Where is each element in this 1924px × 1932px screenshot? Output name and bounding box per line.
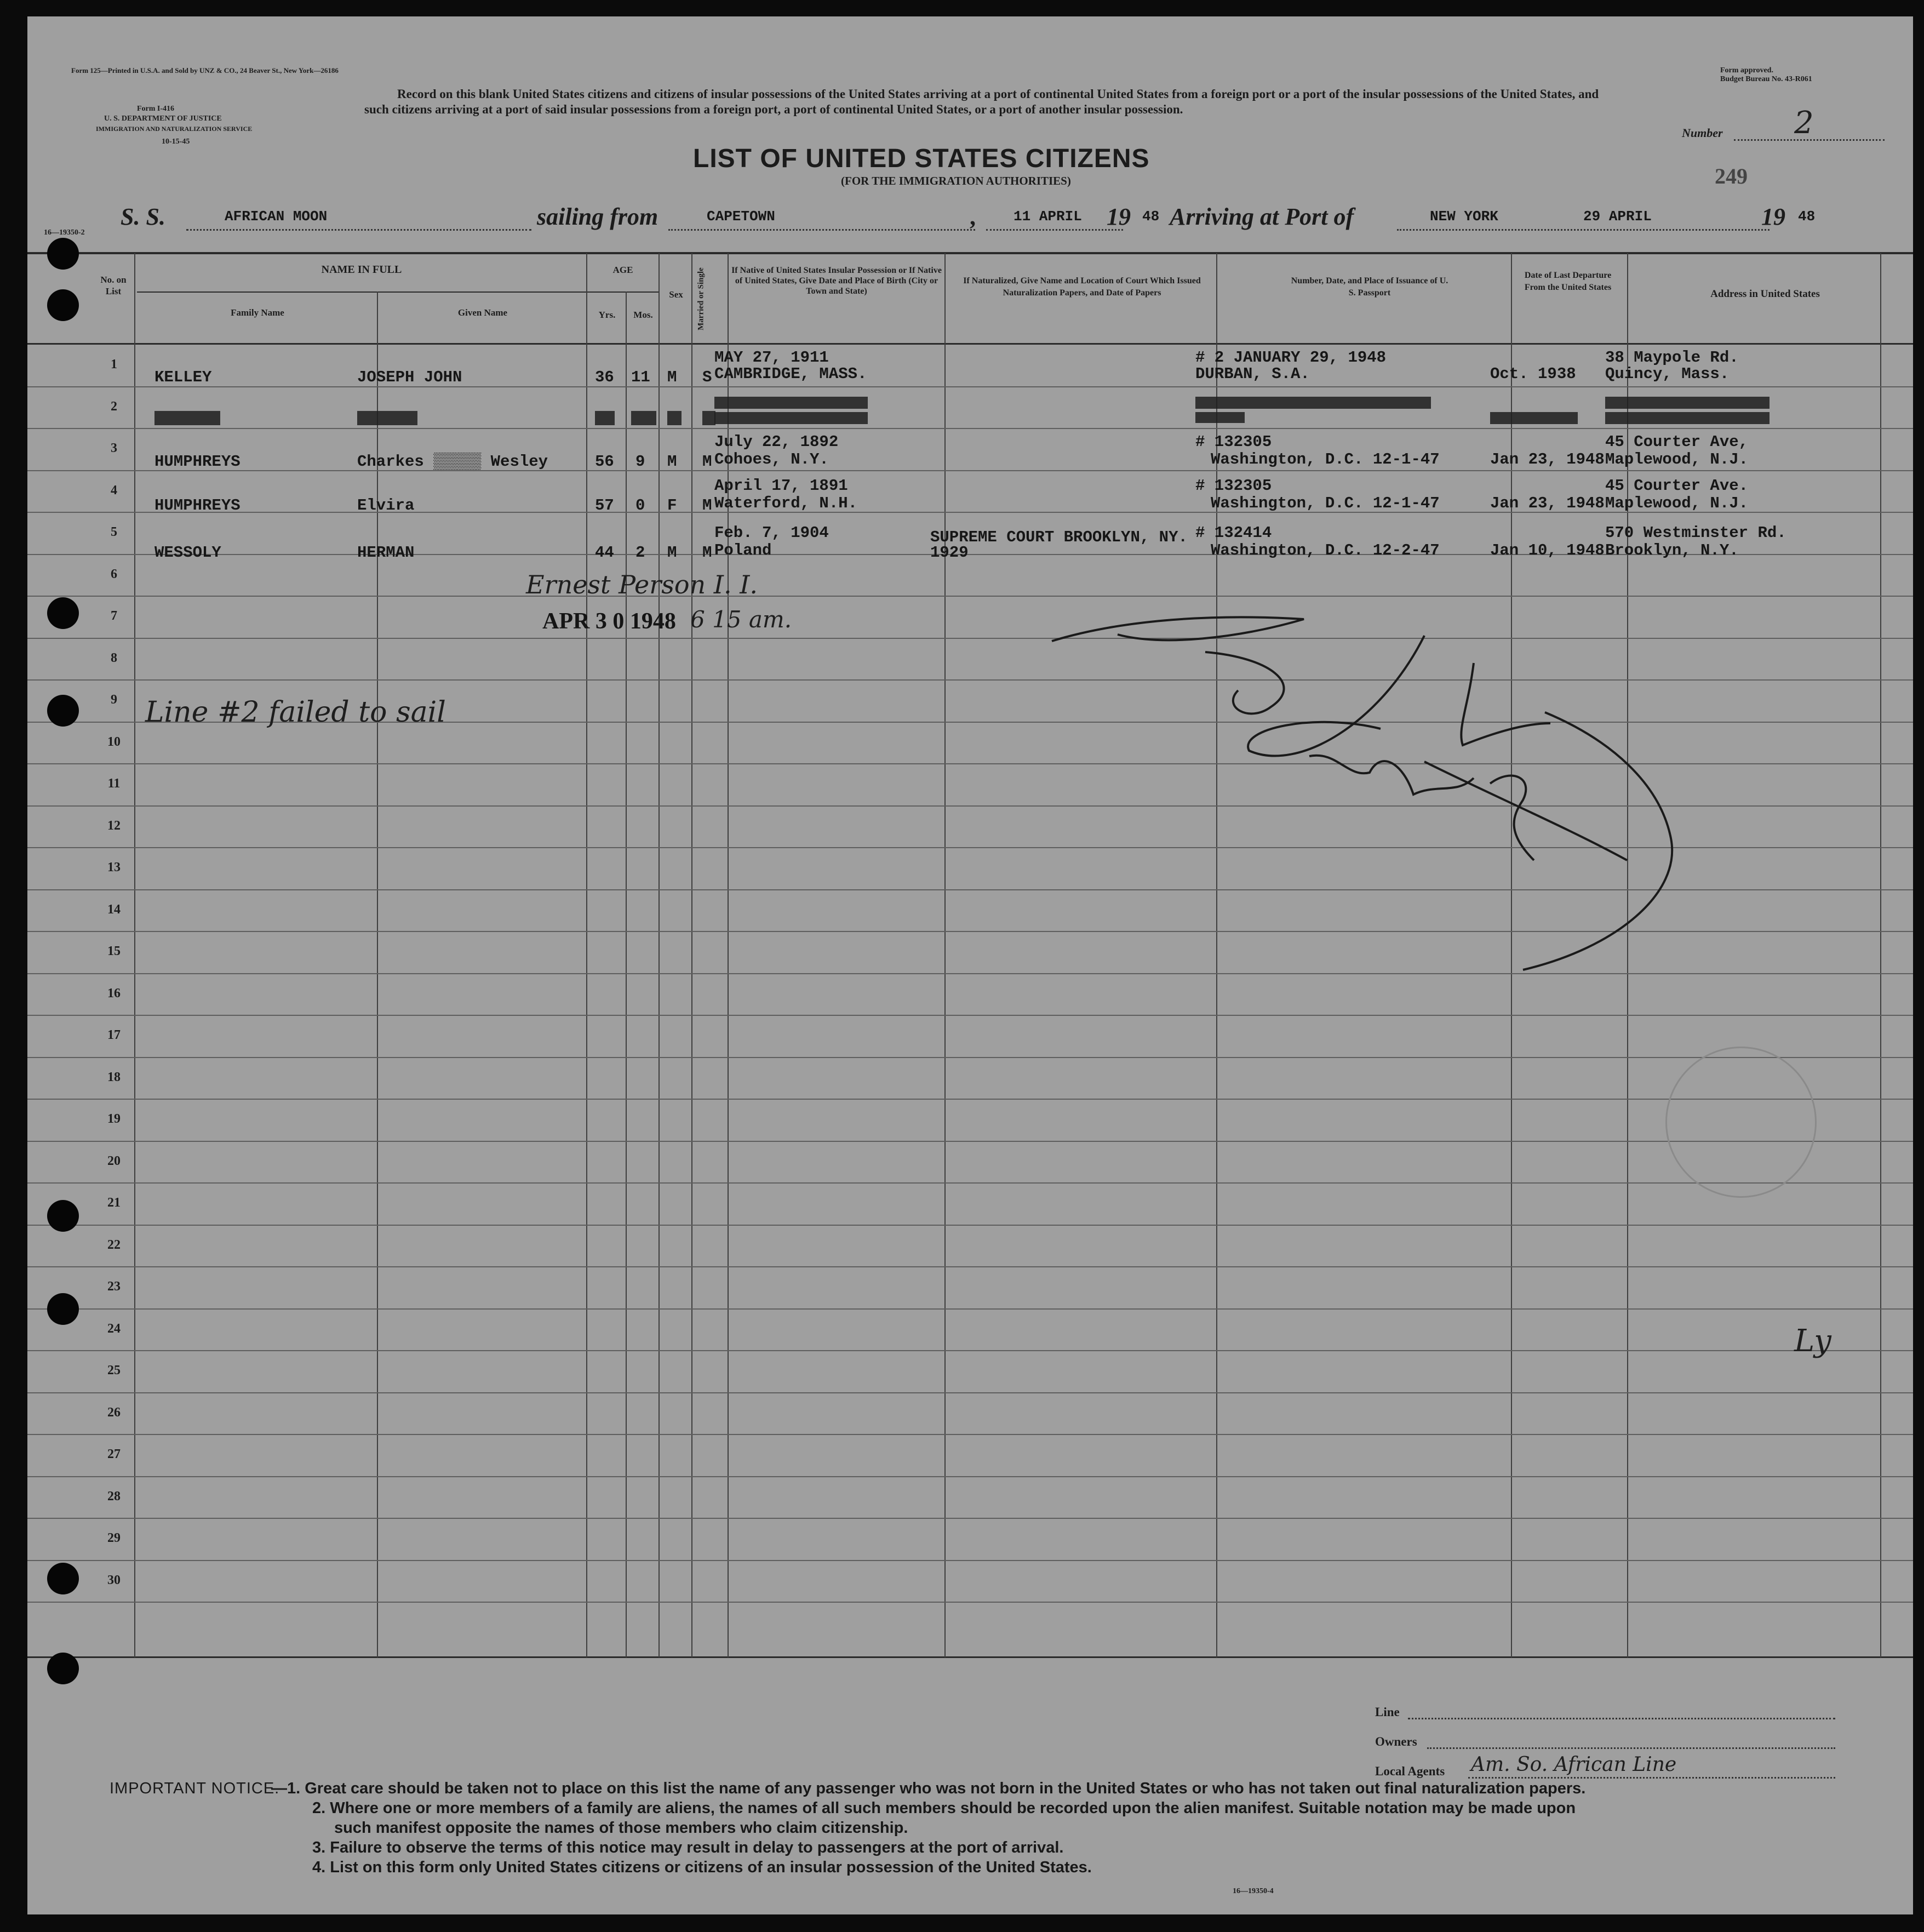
owners-field bbox=[1427, 1747, 1835, 1749]
strikeout bbox=[357, 411, 417, 425]
given-name: Elvira bbox=[357, 496, 415, 515]
strikeout bbox=[1490, 412, 1578, 424]
line-label: Line bbox=[1375, 1705, 1400, 1719]
form-date: 10-15-45 bbox=[162, 138, 190, 146]
ss-label: S. S. bbox=[121, 203, 165, 230]
address-street: 38 Maypole Rd. bbox=[1605, 348, 1739, 367]
row-number: 12 bbox=[107, 818, 121, 833]
age-years: 44 bbox=[595, 544, 614, 562]
sail-date-line bbox=[986, 229, 1123, 231]
row-rule bbox=[27, 1099, 1913, 1100]
sail-date: 11 APRIL bbox=[1013, 208, 1082, 225]
address-city: Brooklyn, N.Y. bbox=[1605, 541, 1739, 559]
ship-line bbox=[186, 229, 531, 231]
arrival-port: NEW YORK bbox=[1430, 208, 1498, 225]
row-rule bbox=[27, 1392, 1913, 1393]
row-rule bbox=[27, 386, 1913, 387]
address-street: 45 Courter Ave, bbox=[1605, 433, 1749, 451]
row-number: 9 bbox=[111, 693, 117, 707]
strikeout bbox=[1195, 397, 1431, 409]
form-number: Form I-416 bbox=[137, 105, 175, 113]
row-number: 6 bbox=[111, 567, 117, 581]
from-port: CAPETOWN bbox=[707, 208, 775, 225]
binder-hole-icon bbox=[47, 238, 79, 270]
row-number: 18 bbox=[107, 1070, 121, 1084]
arrival-date: 29 APRIL bbox=[1583, 208, 1652, 225]
birth-date: July 22, 1892 bbox=[714, 433, 839, 451]
address-city: Maplewood, N.J. bbox=[1605, 450, 1749, 468]
birth-date: MAY 27, 1911 bbox=[714, 348, 829, 367]
initials: Ly bbox=[1794, 1323, 1831, 1359]
row-rule bbox=[27, 1182, 1913, 1184]
row-number: 25 bbox=[107, 1363, 121, 1377]
marital-status: M bbox=[702, 496, 712, 515]
table-bottom-rule bbox=[27, 1656, 1913, 1658]
strikeout bbox=[702, 411, 715, 425]
age-years: 36 bbox=[595, 368, 614, 386]
marital-status: S bbox=[702, 368, 712, 386]
margin-code: 16—19350-2 bbox=[44, 228, 85, 237]
age-months: 11 bbox=[631, 368, 650, 386]
col-line bbox=[658, 253, 660, 1657]
col-yrs: Yrs. bbox=[598, 310, 616, 320]
page-stamp: 249 bbox=[1715, 164, 1748, 188]
name-divider bbox=[137, 291, 587, 293]
row-number: 23 bbox=[107, 1279, 121, 1294]
notice-3: 3. Failure to observe the terms of this notice may result in delay to passengers at the port of arrival. bbox=[312, 1839, 1064, 1856]
header-bottom-rule bbox=[27, 343, 1913, 345]
given-name: JOSEPH JOHN bbox=[357, 368, 462, 386]
service-name: IMMIGRATION AND NATURALIZATION SERVICE bbox=[96, 125, 253, 133]
notice-title: IMPORTANT NOTICE. bbox=[110, 1780, 280, 1797]
row-rule bbox=[27, 1602, 1913, 1603]
strikeout bbox=[1605, 412, 1770, 424]
row-rule bbox=[27, 1434, 1913, 1435]
bottom-code: 16—19350-4 bbox=[1233, 1887, 1274, 1895]
birth-place: Poland bbox=[714, 541, 772, 559]
marital-status: M bbox=[702, 453, 712, 471]
from-port-line bbox=[668, 229, 975, 231]
number-label: Number bbox=[1682, 126, 1723, 140]
family-name: KELLEY bbox=[154, 368, 212, 386]
page-subtitle: (FOR THE IMMIGRATION AUTHORITIES) bbox=[841, 174, 1071, 187]
row-number: 24 bbox=[107, 1321, 121, 1336]
family-name: HUMPHREYS bbox=[154, 496, 240, 515]
notice-4: 4. List on this form only United States citizens or citizens of an insular possession of the United States. bbox=[312, 1859, 1092, 1876]
address-street: 45 Courter Ave. bbox=[1605, 477, 1749, 495]
col-naturalized: If Naturalized, Give Name and Location of Court Which Issued Naturalization Papers, and Date of Papers bbox=[963, 276, 1201, 298]
family-name: WESSOLY bbox=[154, 544, 221, 562]
col-address: Address in United States bbox=[1710, 288, 1820, 300]
manifest-sheet bbox=[27, 16, 1913, 1914]
row-number: 5 bbox=[111, 525, 117, 539]
row-number: 11 bbox=[107, 776, 121, 791]
age-months: 0 bbox=[635, 496, 645, 515]
department: U. S. DEPARTMENT OF JUSTICE bbox=[104, 115, 222, 123]
approval-line-2: Budget Bureau No. 43-R061 bbox=[1720, 75, 1812, 83]
instructions: Record on this blank United States citizens and citizens of insular possessions of the United States arriving at a port of continental United States from a foreign port or a port of the insular possessions of the United States, and such citizens arriving at a port of said insular possessions from a foreign port, a port of continental United States, or a port of another insular possession. bbox=[364, 87, 1599, 116]
birth-date: Feb. 7, 1904 bbox=[714, 524, 829, 542]
strikeout bbox=[1605, 397, 1770, 409]
agents-value: Am. So. African Line bbox=[1471, 1753, 1677, 1776]
row-number: 16 bbox=[107, 986, 121, 1001]
row-number: 26 bbox=[107, 1405, 121, 1420]
row-number: 20 bbox=[107, 1153, 121, 1168]
row-rule bbox=[27, 1057, 1913, 1058]
row-number: 22 bbox=[107, 1237, 121, 1252]
arrival-port-line bbox=[1397, 229, 1770, 231]
marital-status: M bbox=[702, 544, 712, 562]
row-number: 8 bbox=[111, 650, 117, 665]
owners-label: Owners bbox=[1375, 1735, 1417, 1748]
sail-year: 48 bbox=[1142, 208, 1160, 225]
sex: M bbox=[667, 544, 677, 562]
col-passport: Number, Date, and Place of Issuance of U. S. Passport bbox=[1291, 276, 1448, 298]
col-line bbox=[1880, 253, 1881, 1657]
last-departure: Oct. 1938 bbox=[1490, 365, 1576, 383]
row-number: 27 bbox=[107, 1447, 121, 1461]
row-number: 30 bbox=[107, 1573, 121, 1587]
strikeout bbox=[714, 397, 868, 409]
row-rule bbox=[27, 1308, 1913, 1310]
birth-place: Cohoes, N.Y. bbox=[714, 450, 829, 468]
comma: , bbox=[970, 203, 976, 230]
given-name: Charkes ▒▒▒▒▒ Wesley bbox=[357, 453, 548, 471]
last-departure: Jan 10, 1948 bbox=[1490, 541, 1605, 559]
row-number: 21 bbox=[107, 1196, 121, 1210]
passport-number: # 132414 bbox=[1195, 524, 1272, 542]
row-rule bbox=[27, 1476, 1913, 1477]
sex: F bbox=[667, 496, 677, 515]
col-line bbox=[134, 253, 135, 1657]
row-number: 15 bbox=[107, 944, 121, 958]
col-native: If Native of United States Insular Possession or If Native of United States, Give Date and Place of Birth (City or Town and State) bbox=[731, 266, 942, 296]
col-line bbox=[944, 253, 946, 1657]
binder-hole-icon bbox=[47, 1653, 79, 1684]
agents-field bbox=[1468, 1777, 1835, 1779]
row-number: 10 bbox=[107, 734, 121, 749]
col-line bbox=[626, 291, 627, 1657]
binder-hole-icon bbox=[47, 597, 79, 629]
row-number: 19 bbox=[107, 1112, 121, 1126]
age-months: 9 bbox=[635, 453, 645, 471]
row-rule bbox=[27, 1350, 1913, 1351]
col-given-name: Given Name bbox=[457, 307, 508, 318]
strikeout bbox=[595, 411, 615, 425]
row-number: 29 bbox=[107, 1531, 121, 1545]
time-note: 6 15 am. bbox=[690, 606, 792, 633]
family-name: HUMPHREYS bbox=[154, 453, 240, 471]
binder-hole-icon bbox=[47, 289, 79, 321]
arriving-label: Arriving at Port of bbox=[1170, 203, 1354, 230]
sex: M bbox=[667, 368, 677, 386]
sex: M bbox=[667, 453, 677, 471]
row-rule bbox=[27, 1560, 1913, 1561]
passport-place-date: Washington, D.C. 12-2-47 bbox=[1211, 541, 1440, 559]
birth-place: CAMBRIDGE, MASS. bbox=[714, 365, 867, 383]
row-rule bbox=[27, 1141, 1913, 1142]
last-departure: Jan 23, 1948 bbox=[1490, 450, 1605, 468]
birth-date: April 17, 1891 bbox=[714, 477, 848, 495]
binder-hole-icon bbox=[47, 1200, 79, 1232]
ship-name: AFRICAN MOON bbox=[225, 208, 328, 225]
passport-number-date: # 2 JANUARY 29, 1948 bbox=[1195, 348, 1387, 367]
col-line bbox=[691, 253, 692, 1657]
strikeout bbox=[1195, 412, 1245, 423]
approval-line-1: Form approved. bbox=[1720, 66, 1773, 75]
row-rule bbox=[27, 1518, 1913, 1519]
strikeout bbox=[667, 411, 682, 425]
inspector-signature: Ernest Person I. I. bbox=[526, 570, 758, 599]
strikeout bbox=[154, 411, 220, 425]
binder-hole-icon bbox=[47, 1563, 79, 1594]
binder-hole-icon bbox=[47, 695, 79, 727]
row-number: 7 bbox=[111, 609, 117, 623]
agents-label: Local Agents bbox=[1375, 1764, 1445, 1778]
col-sex: Sex bbox=[669, 289, 683, 300]
strikeout bbox=[714, 412, 868, 424]
row-number: 17 bbox=[107, 1028, 121, 1042]
age-months: 2 bbox=[635, 544, 645, 562]
sailing-label: sailing from bbox=[537, 203, 658, 230]
col-mos: Mos. bbox=[633, 310, 653, 320]
strikeout bbox=[631, 411, 656, 425]
date-stamp: APR 3 0 1948 bbox=[542, 609, 676, 634]
passport-place-date: Washington, D.C. 12-1-47 bbox=[1211, 494, 1440, 512]
address-city: Maplewood, N.J. bbox=[1605, 494, 1749, 512]
row-rule bbox=[27, 428, 1913, 429]
col-no: No. on List bbox=[100, 275, 127, 296]
col-departure: Date of Last Departure From the United States bbox=[1524, 271, 1612, 292]
sail-year-prefix: 19 bbox=[1107, 203, 1131, 230]
row-number: 3 bbox=[111, 441, 117, 455]
naturalization-year: 1929 bbox=[930, 544, 969, 562]
printer-line: Form 125—Printed in U.S.A. and Sold by UNZ & CO., 24 Beaver St., New York—26186 bbox=[71, 66, 339, 75]
arrival-year-prefix: 19 bbox=[1761, 203, 1785, 230]
row-rule bbox=[27, 1015, 1913, 1016]
naturalization-court: SUPREME COURT BROOKLYN, NY. bbox=[930, 528, 1188, 546]
notice-1: —1. Great care should be taken not to place on this list the name of any passenger who was not born in the United States or who has not taken out final naturalization papers. bbox=[271, 1780, 1586, 1797]
col-age: AGE bbox=[612, 265, 633, 275]
age-divider bbox=[587, 291, 658, 293]
faint-stamp-icon bbox=[1665, 1047, 1817, 1198]
notice-2: 2. Where one or more members of a family are aliens, the names of all such members should be recorded upon the alien manifest. Suitable notation may be made upon bbox=[312, 1799, 1576, 1817]
address-city: Quincy, Mass. bbox=[1605, 365, 1730, 383]
row-number: 1 bbox=[111, 357, 117, 371]
address-street: 570 Westminster Rd. bbox=[1605, 524, 1786, 542]
passport-place-date: Washington, D.C. 12-1-47 bbox=[1211, 450, 1440, 468]
row-number: 13 bbox=[107, 860, 121, 874]
col-line bbox=[586, 253, 587, 1657]
last-departure: Jan 23, 1948 bbox=[1490, 494, 1605, 512]
age-years: 56 bbox=[595, 453, 614, 471]
row-number: 14 bbox=[107, 902, 121, 917]
binder-hole-icon bbox=[47, 1293, 79, 1325]
age-years: 57 bbox=[595, 496, 614, 515]
col-married: Married or Single bbox=[696, 267, 706, 330]
table-top-rule bbox=[27, 252, 1913, 254]
passport-number: # 132305 bbox=[1195, 433, 1272, 451]
row-rule bbox=[27, 470, 1913, 471]
row-number: 28 bbox=[107, 1489, 121, 1504]
passport-number: # 132305 bbox=[1195, 477, 1272, 495]
notice-2-continued: such manifest opposite the names of those members who claim citizenship. bbox=[334, 1819, 908, 1837]
given-name: HERMAN bbox=[357, 544, 415, 562]
row-number: 2 bbox=[111, 399, 117, 414]
col-name-in-full: NAME IN FULL bbox=[321, 264, 402, 276]
page-title: LIST OF UNITED STATES CITIZENS bbox=[693, 144, 1150, 173]
number-value: 2 bbox=[1794, 105, 1814, 141]
row-number: 4 bbox=[111, 483, 117, 498]
row-rule bbox=[27, 1225, 1913, 1226]
margin-note: Line #2 failed to sail bbox=[145, 696, 446, 729]
col-family-name: Family Name bbox=[231, 307, 284, 318]
passport-place: DURBAN, S.A. bbox=[1195, 365, 1310, 383]
arrival-year: 48 bbox=[1798, 208, 1816, 225]
birth-place: Waterford, N.H. bbox=[714, 494, 858, 512]
row-rule bbox=[27, 1266, 1913, 1267]
signature-scrawl bbox=[1041, 586, 1709, 981]
line-field bbox=[1408, 1718, 1835, 1719]
